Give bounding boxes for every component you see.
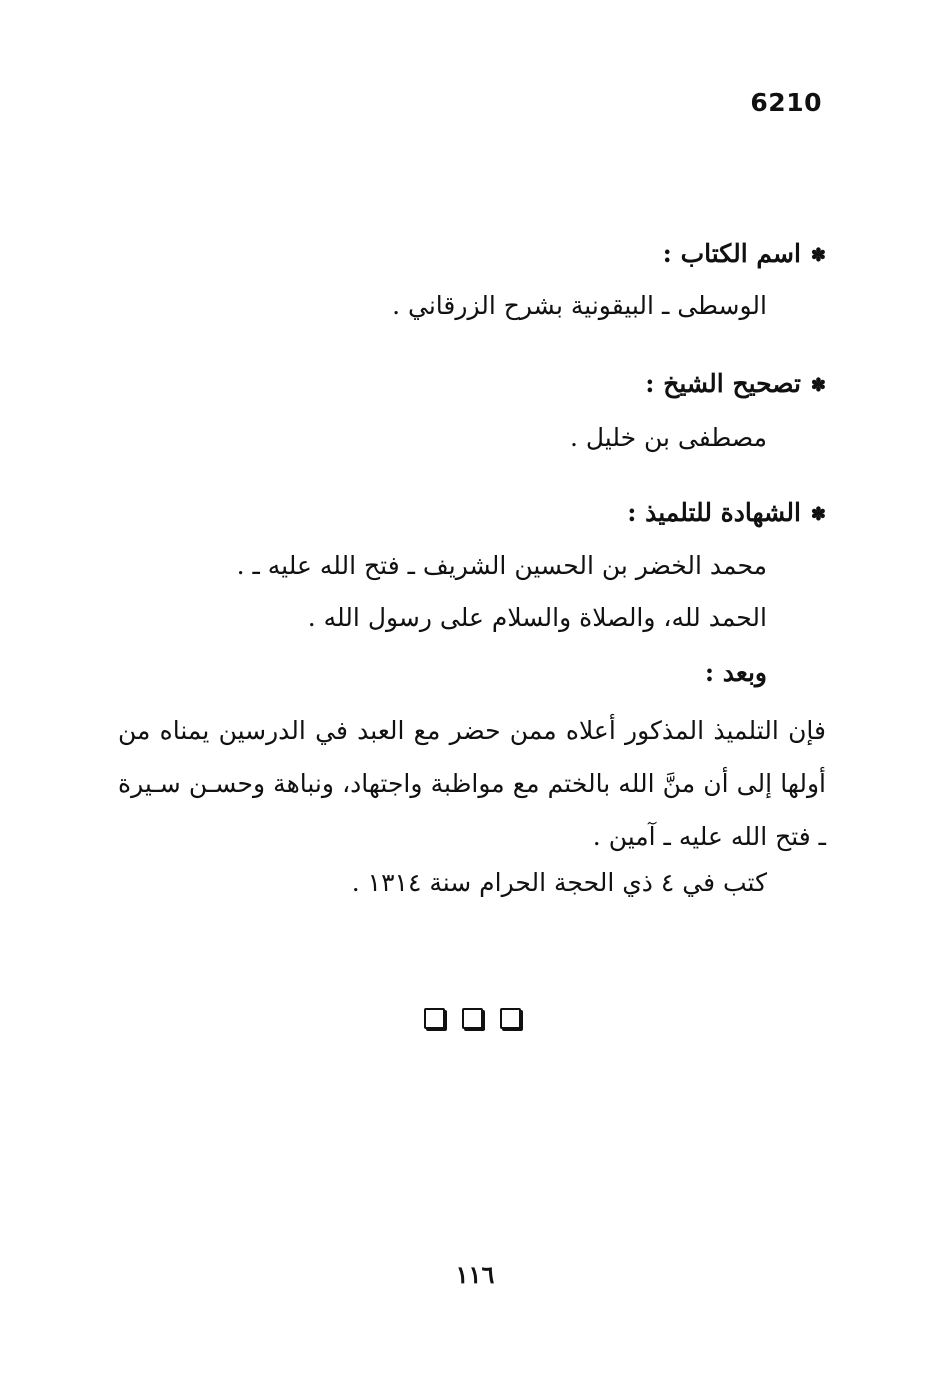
correction-value: مصطفى بن خليل . [569,423,767,452]
asterisk-icon: ✽ [810,244,826,266]
heading-text: تصحيح الشيخ : [645,369,801,398]
date-line: كتب في ٤ ذي الحجة الحرام سنة ١٣١٤ . [351,868,767,897]
square-ornament-icon [462,1008,483,1029]
book-name-value: الوسطى ـ البيقونية بشرح الزرقاني . [392,291,767,320]
section-heading-correction [645,371,826,396]
opening-word: وبعد : [704,658,767,687]
asterisk-icon: ✽ [810,374,826,396]
square-ornament-icon [424,1008,445,1029]
page-id: 6210 [750,88,822,117]
section-heading-book-name [663,241,826,266]
square-ornament-icon [500,1008,521,1029]
heading-text: اسم الكتاب : [662,239,801,268]
asterisk-icon: ✽ [810,503,826,525]
certificate-paragraph: فإن التلميذ المذكور أعلاه ممن حضر مع العبد في الدرسين يمناه من أولها إلى أن منَّ الله بالختم مع مواظبة واجتهاد، ونباهة وحسـن سـيرة ـ فتح الله عليه ـ آمين . [118,716,826,851]
section-divider [424,1008,521,1029]
heading-text: الشهادة للتلميذ : [627,498,801,527]
page-number: ١١٦ [455,1260,495,1289]
student-name: محمد الخضر بن الحسين الشريف ـ فتح الله عليه ـ . [236,551,767,580]
praise-line: الحمد لله، والصلاة والسلام على رسول الله . [307,603,767,632]
section-heading-certificate [627,500,826,525]
